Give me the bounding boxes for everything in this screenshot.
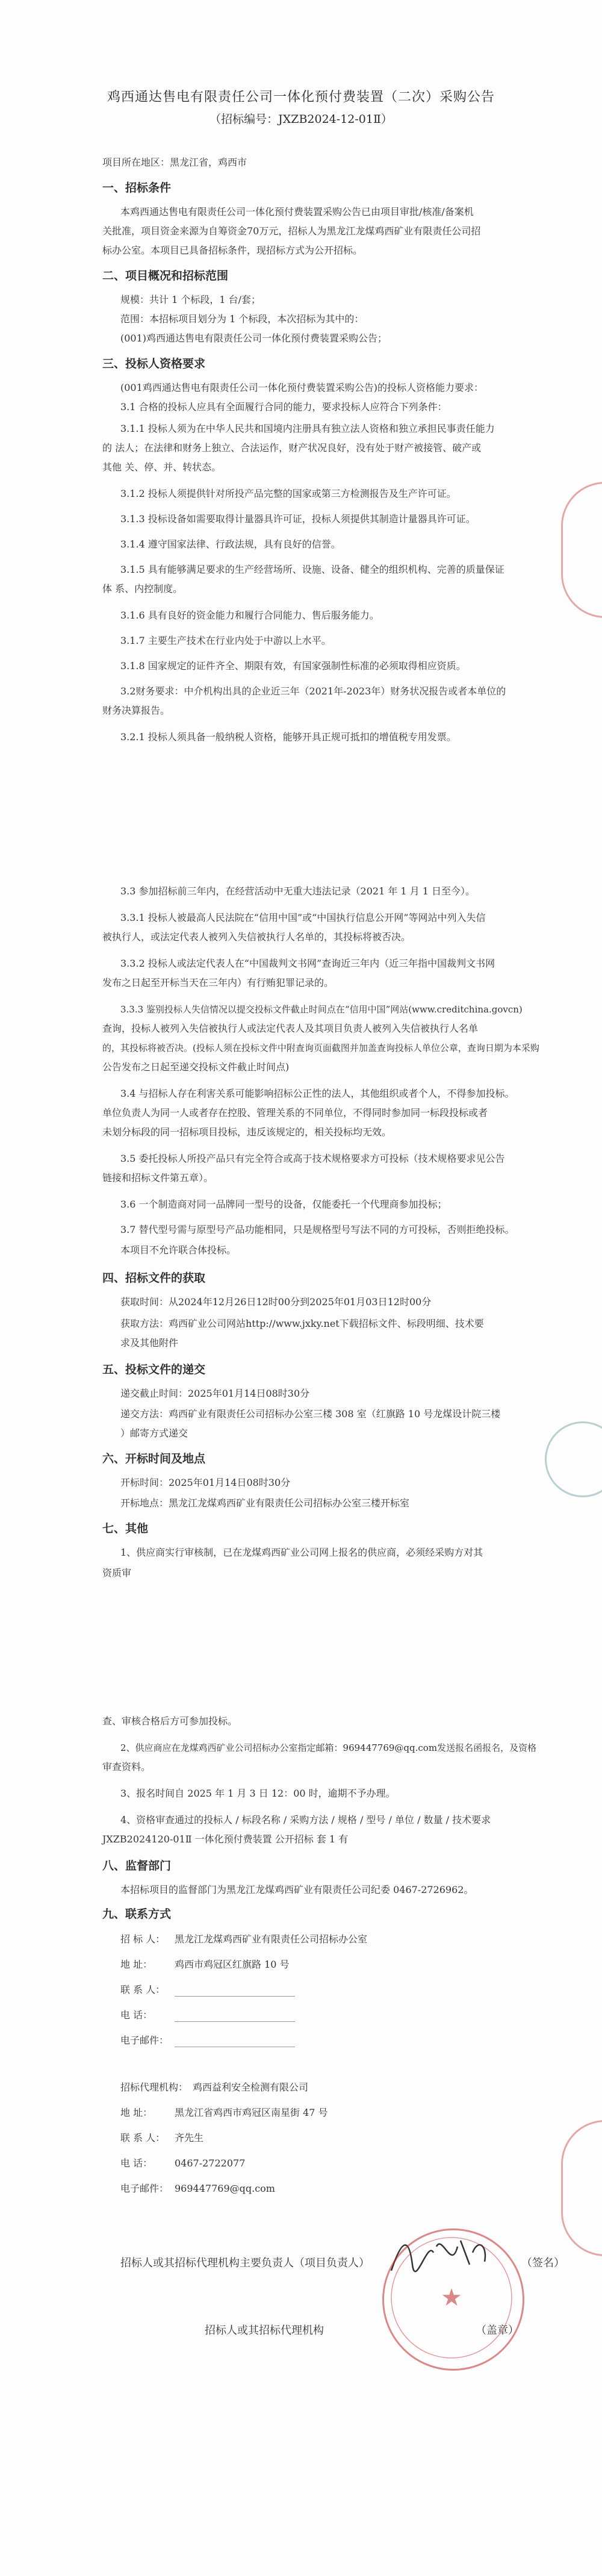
paragraph: 3.3 参加招标前三年内，在经营活动中无重大违法记录（2021 年 1 月 1 日至今）。 xyxy=(120,885,476,897)
paragraph: 标办公室。本项目已具备招标条件，现招标方式为公开招标。 xyxy=(102,245,363,256)
paragraph: 资质审 xyxy=(102,1567,132,1579)
paragraph: 获取方法：鸡西矿业公司网站http://www.jxky.net下载招标文件、标段明细、技术要 xyxy=(120,1318,484,1329)
paragraph: 的 法人；在法律和财务上独立、合法运作，财产状况良好，没有处于财产被接管、破产或 xyxy=(102,442,482,454)
paragraph: (001鸡西通达售电有限责任公司一体化预付费装置采购公告)的投标人资格能力要求： xyxy=(120,382,484,393)
document-title: 鸡西通达售电有限责任公司一体化预付费装置（二次）采购公告 xyxy=(107,90,495,105)
contact-label: 电 话： xyxy=(120,2157,153,2169)
paragraph: 的，其投标将被否决。(投标人须在投标文件中附查询页面截图并加盖查询投标人单位公章，查询日期为本采购 xyxy=(102,1043,539,1053)
paragraph: 开标地点：黑龙江龙煤鸡西矿业有限责任公司招标办公室三楼开标室 xyxy=(120,1497,410,1509)
paragraph: 3、报名时间自 2025 年 1 月 3 日 12：00 时，逾期不予办理。 xyxy=(120,1788,396,1799)
blank-line xyxy=(175,1996,295,1997)
paragraph: 2、供应商应在龙煤鸡西矿业公司招标办公室指定邮箱：969447769@qq.com发送报名函报名，及资格 xyxy=(120,1742,537,1753)
paragraph: 被执行人，或法定代表人被列入失信被执行人名单的，其投标将被否决。 xyxy=(102,931,411,943)
contact-label: 电 话： xyxy=(120,2009,153,2021)
paragraph: 财务决算报告。 xyxy=(102,705,170,716)
paragraph: 公告发布之日起至递交投标文件截止时间点) xyxy=(102,1061,290,1073)
paragraph: 递交方法：鸡西矿业有限责任公司招标办公室三楼 308 室（红旗路 10 号龙煤设计院三楼 xyxy=(120,1408,501,1420)
paragraph: 范围：本招标项目划分为 1 个标段，本次招标为其中的： xyxy=(120,313,364,325)
paragraph: 本鸡西通达售电有限责任公司一体化预付费装置采购公告已由项目审批/核准/备案机 xyxy=(120,206,474,217)
paragraph: 查、审核合格后方可参加投标。 xyxy=(102,1715,238,1727)
paragraph: 3.1.6 具有良好的资金能力和履行合同能力、售后服务能力。 xyxy=(120,610,379,621)
contact-label: 联 系 人： xyxy=(120,2132,166,2144)
paragraph: 3.7 替代型号需与原型号产品功能相同，只是规格型号写法不同的方可投标，否则拒绝投标。 xyxy=(120,1224,515,1235)
paragraph: 3.1.7 主要生产技术在行业内处于中游以上水平。 xyxy=(120,635,331,646)
paragraph: 求及其他附件 xyxy=(120,1337,179,1349)
section-3-heading: 三、投标人资格要求 xyxy=(102,357,206,370)
bid-number: （招标编号：JXZB2024-12-01Ⅱ） xyxy=(209,113,393,126)
paragraph: 获取时间：从2024年12月26日12时00分到2025年01月03日12时00分 xyxy=(120,1296,432,1308)
paragraph: 链接和招标文件第五章）。 xyxy=(102,1172,214,1184)
section-7-heading: 七、其他 xyxy=(102,1522,149,1535)
section-8-heading: 八、监督部门 xyxy=(102,1859,172,1873)
contact-value: 黑龙江龙煤鸡西矿业有限责任公司招标办公室 xyxy=(175,1933,368,1945)
paragraph: ）邮寄方式递交 xyxy=(120,1427,188,1439)
paragraph: 3.1.5 具有能够满足要求的生产经营场所、设施、设备、健全的组织机构、完善的质量保证 xyxy=(120,564,504,575)
contact-label: 电子邮件： xyxy=(120,2183,169,2194)
contact-label: 招标代理机构： xyxy=(120,2082,188,2093)
paragraph: 查询，投标人被列入失信被执行人或法定代表人及其项目负责人被列入失信被执行人名单 xyxy=(102,1023,479,1034)
contact-value: 鸡西市鸡冠区红旗路 10 号 xyxy=(175,1959,290,1970)
contact-value: 齐先生 xyxy=(175,2132,204,2144)
paragraph: 3.4 与招标人存在利害关系可能影响招标公正性的法人，其他组织或者个人，不得参加投标。 xyxy=(120,1088,515,1099)
paragraph: 3.3.2 投标人或法定代表人在“中国裁判文书网”查询近三年内（近三年指中国裁判文书网 xyxy=(120,958,495,969)
paragraph: 3.1.3 投标设备如需要取得计量器具许可证，投标人须提供其制造计量器具许可证。 xyxy=(120,513,476,525)
paragraph: 3.5 委托投标人所投产品只有完全符合或高于技术规格要求方可投标（技术规格要求见公告 xyxy=(120,1153,505,1164)
paragraph: 4、资格审查通过的投标人 / 标段名称 / 采购方法 / 规格 / 型号 / 单位 / 数量 / 技术要求 xyxy=(120,1814,491,1826)
section-2-heading: 二、项目概况和招标范围 xyxy=(102,269,229,282)
paragraph: 本项目不允许联合体投标。 xyxy=(120,1244,237,1256)
seal-fragment xyxy=(561,482,602,618)
contact-value: 0467-2722077 xyxy=(175,2157,246,2169)
section-6-heading: 六、开标时间及地点 xyxy=(102,1452,206,1465)
signature-line-tail: （签名） xyxy=(521,2257,565,2269)
section-4-heading: 四、招标文件的获取 xyxy=(102,1271,206,1285)
contact-label: 招 标 人： xyxy=(120,1933,166,1945)
seal-line-tail: （盖章） xyxy=(476,2324,519,2337)
section-9-heading: 九、联系方式 xyxy=(102,1907,172,1921)
project-location: 项目所在地区：黑龙江省，鸡西市 xyxy=(102,157,247,168)
company-seal xyxy=(382,2228,524,2371)
paragraph: 3.6 一个制造商对同一品牌同一型号的设备，仅能委托一个代理商参加投标； xyxy=(120,1199,447,1210)
paragraph: 规模：共计 1 个标段，1 台/套； xyxy=(120,294,261,305)
paragraph: JXZB2024120-01Ⅱ 一体化预付费装置 公开招标 套 1 有 xyxy=(102,1833,349,1845)
contact-label: 联 系 人： xyxy=(120,1984,166,1995)
paragraph: 3.2.1 投标人须具备一般纳税人资格，能够开具正规可抵扣的增值税专用发票。 xyxy=(120,731,456,743)
paragraph: 递交截止时间：2025年01月14日08时30分 xyxy=(120,1388,310,1399)
contact-value: 鸡西益利安全检测有限公司 xyxy=(193,2082,309,2093)
paragraph: 3.1.4 遵守国家法律、行政法规，具有良好的信誉。 xyxy=(120,538,341,550)
signature-line: 招标人或其招标代理机构主要负责人（项目负责人） xyxy=(120,2257,370,2269)
paragraph: 3.1.2 投标人须提供针对所投产品完整的国家或第三方检测报告及生产许可证。 xyxy=(120,488,456,499)
seal-fragment xyxy=(545,1421,602,1497)
seal-fragment xyxy=(561,2120,602,2256)
svg-text:★: ★ xyxy=(441,2284,462,2312)
paragraph: 本招标项目的监督部门为黑龙江龙煤鸡西矿业有限责任公司纪委 0467-2726962。 xyxy=(120,1884,474,1895)
paragraph: 3.1.1 投标人须为在中华人民共和国境内注册具有独立法人资格和独立承担民事责任能力 xyxy=(120,423,495,434)
section-5-heading: 五、投标文件的递交 xyxy=(102,1363,206,1376)
contact-label: 地 址： xyxy=(120,2107,153,2118)
paragraph: 发布之日起至开标当天在三年内）有行贿犯罪记录的。 xyxy=(102,977,334,988)
contact-value: 黑龙江省鸡西市鸡冠区南星街 47 号 xyxy=(175,2107,328,2118)
blank-line xyxy=(175,2021,295,2022)
paragraph: 3.2财务要求：中介机构出具的企业近三年（2021年-2023年）财务状况报告或者本单位的 xyxy=(120,685,506,697)
paragraph: 审查资料。 xyxy=(102,1761,151,1773)
contact-label: 地 址： xyxy=(120,1959,153,1970)
paragraph: 其他 关、停、并、转状态。 xyxy=(102,461,222,473)
contact-value: 969447769@qq.com xyxy=(175,2183,275,2194)
contact-label: 电子邮件： xyxy=(120,2035,169,2046)
paragraph: 3.1.8 国家规定的证件齐全、期限有效，有国家强制性标准的必须取得相应资质。 xyxy=(120,660,466,672)
paragraph: 3.1 合格的投标人应具有全面履行合同的能力，要求投标人应符合下列条件： xyxy=(120,401,447,413)
seal-line: 招标人或其招标代理机构 xyxy=(205,2324,324,2337)
paragraph: 3.3.3 鉴别投标人失信情况以提交投标文件截止时间点在“信用中国”网站(www.creditchina.govcn) xyxy=(120,1004,523,1015)
section-1-heading: 一、招标条件 xyxy=(102,181,172,195)
paragraph: 1、供应商实行审核制，已在龙煤鸡西矿业公司网上报名的供应商，必须经采购方对其 xyxy=(120,1547,483,1558)
paragraph: 关批准，项目资金来源为自筹资金70万元，招标人为黑龙江龙煤鸡西矿业有限责任公司招 xyxy=(102,225,481,237)
paragraph: 开标时间：2025年01月14日08时30分 xyxy=(120,1477,291,1488)
paragraph: (001)鸡西通达售电有限责任公司一体化预付费装置采购公告； xyxy=(120,332,388,344)
paragraph: 体 系、内控制度。 xyxy=(102,583,183,594)
paragraph: 3.3.1 投标人被最高人民法院在“信用中国”或“中国执行信息公开网”等网站中列入失信 xyxy=(120,912,486,923)
paragraph: 单位负责人为同一人或者存在控股、管理关系的不同单位，不得同时参加同一标段投标或者 xyxy=(102,1107,488,1118)
paragraph: 未划分标段的同一招标项目投标，违反该规定的，相关投标均无效。 xyxy=(102,1126,392,1138)
